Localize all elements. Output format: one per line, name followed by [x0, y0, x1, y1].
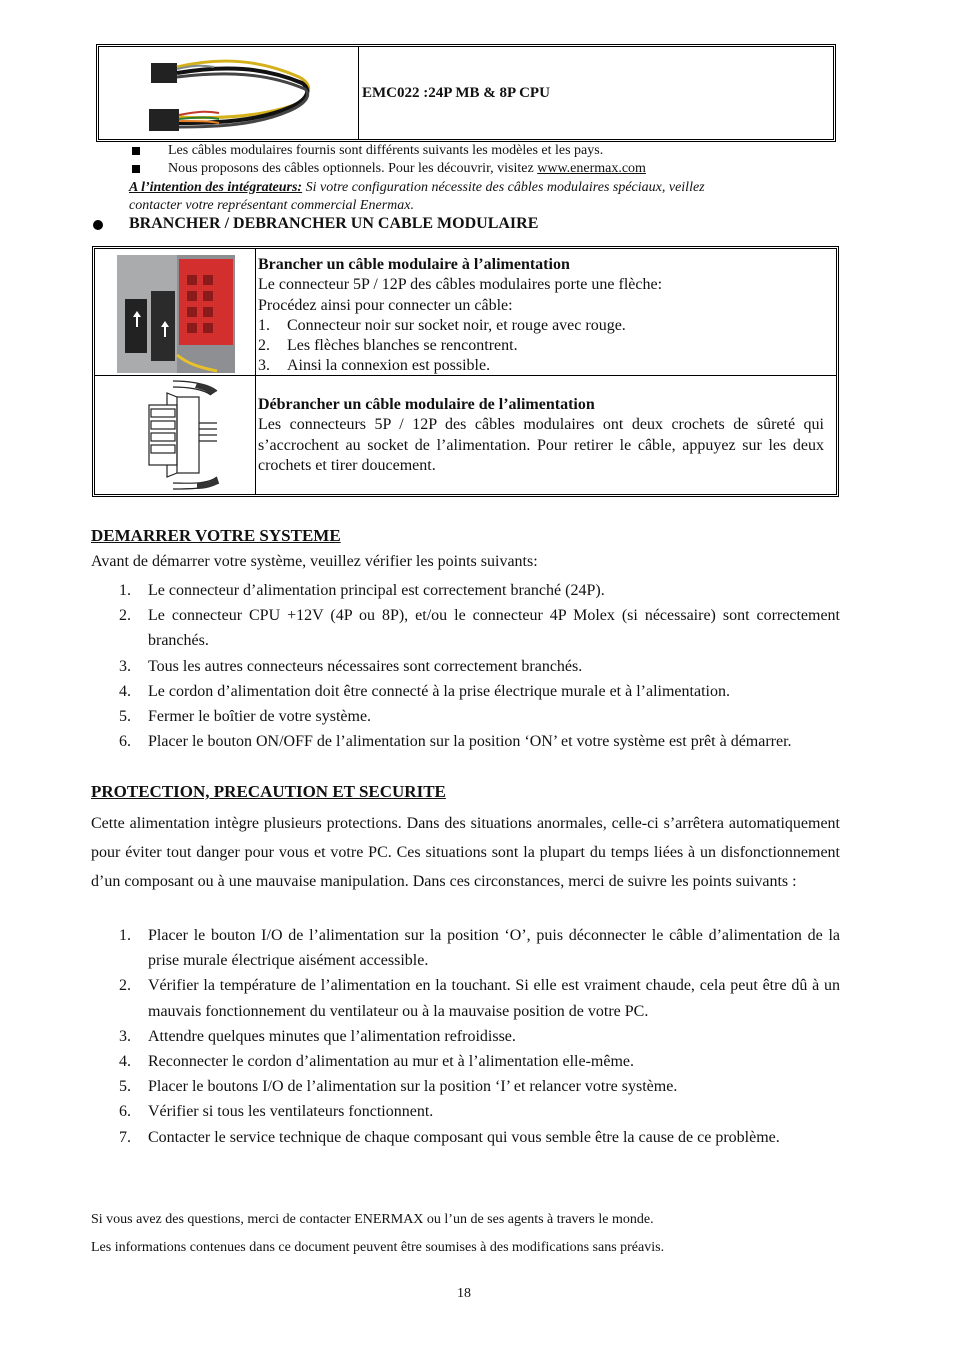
modular-cable-photo-icon	[99, 47, 359, 139]
cable-label-cell	[359, 47, 833, 139]
square-bullet-icon	[132, 165, 140, 173]
protection-steps	[91, 923, 840, 1150]
protection-intro: Cette alimentation intègre plusieurs protections. Dans des situations anormales, celle-ci s’arrêtera automatiquement pour éviter tout danger pour vous et votre PC. Ces situations sont la plupart du temps liées à un disfonctionnement d’un composant ou à une mauvaise manipulation. Dans ces circonstances, merci de suivre les points suivants :	[91, 815, 840, 890]
list-item: 7. Contacter le service technique de chaque composant qui vous semble être la cause de ce problème.	[119, 1128, 780, 1146]
connect-title: Brancher un câble modulaire à l’alimentation	[258, 256, 570, 273]
cable-table	[96, 44, 836, 142]
connect-table	[92, 246, 839, 497]
integrators-lead: A l’intention des intégrateurs:	[129, 180, 303, 195]
footer-contact: Si vous avez des questions, merci de contacter ENERMAX ou l’un de ses agents à travers le monde.	[91, 1212, 654, 1227]
list-item: 3. Ainsi la connexion est possible.	[258, 357, 491, 375]
cable-code-label: EMC022 :24P MB & 8P CPU	[362, 84, 550, 101]
list-item: 6. Placer le bouton ON/OFF de l’alimentation sur la position ‘ON’ et votre système est prêt à démarrer.	[119, 733, 792, 751]
footer-disclaimer: Les informations contenues dans ce document peuvent être soumises à des modifications sans préavis.	[91, 1240, 665, 1255]
square-bullet-icon	[132, 147, 140, 155]
list-item: 3. Attendre quelques minutes que l’alimentation refroidisse.	[119, 1027, 516, 1045]
page-number: 18	[457, 1286, 471, 1301]
start-checklist	[91, 578, 840, 754]
list-item: 5. Fermer le boîtier de votre système.	[119, 708, 372, 726]
list-item: 4. Reconnecter le cordon d’alimentation au mur et à l’alimentation elle-même.	[119, 1053, 635, 1071]
connect-steps	[258, 316, 824, 377]
integrators-note: A l’intention des intégrateurs: Si votre configuration nécessite des câbles modulaires spéciaux, veillez contacter votre représentant commercial Enermax.	[129, 180, 705, 213]
list-item: 2. Les flèches blanches se rencontrent.	[258, 337, 518, 355]
cable-image-cell	[99, 47, 359, 139]
list-item: 2. Le connecteur CPU +12V (4P ou 8P), et/ou le connecteur 4P Molex (si nécessaire) sont correctement branchés.	[119, 607, 840, 650]
list-item: 2. Vérifier la température de l’alimentation en la touchant. Si elle est vraiment chaude, cela peut être dû à un mauvais fonctionnement du ventilateur ou à la mauvaise position de votre PC.	[119, 977, 840, 1020]
disconnect-title: Débrancher un câble modulaire de l’alimentation	[258, 396, 595, 413]
connector-photo-cell	[117, 255, 235, 373]
round-bullet-icon	[93, 220, 103, 230]
list-item: 6. Vérifier si tous les ventilateurs fonctionnent.	[119, 1103, 434, 1121]
list-item: 3. Tous les autres connecteurs nécessaires sont correctement branchés.	[119, 657, 583, 675]
list-item: 1. Le connecteur d’alimentation principal est correctement branché (24P).	[119, 582, 605, 599]
protection-heading: PROTECTION, PRECAUTION ET SECURITE	[91, 782, 446, 801]
list-item: 1. Placer le bouton I/O de l’alimentation sur la position ‘O’, puis déconnecter le câble d’alimentation de la prise murale électrique aisément accessible.	[119, 927, 840, 970]
connector-hooks-diagram-icon	[137, 379, 223, 491]
list-item: 4. Le cordon d’alimentation doit être connecté à la prise électrique murale et à l’alimentation.	[119, 682, 730, 700]
connector-arrows-photo-icon	[117, 255, 235, 373]
connect-instructions: Brancher un câble modulaire à l’alimentation Le connecteur 5P / 12P des câbles modulaires porte une flèche: Procédez ainsi pour connecter un câble: 1. Connecteur noir sur socket noir, et rouge avec rouge. 2. Les flèches blanches se rencontrent. 3. Ainsi la connexion est possible.	[258, 255, 824, 377]
connector-diagram-cell	[137, 379, 223, 491]
list-item: 1. Connecteur noir sur socket noir, et rouge avec rouge.	[258, 316, 626, 334]
start-intro: Avant de démarrer votre système, veuillez vérifier les points suivants:	[91, 553, 538, 570]
disconnect-instructions: Débrancher un câble modulaire de l’alimentation Les connecteurs 5P / 12P des câbles modulaires ont deux crochets de sûreté qui s’accrochent au socket de l’alimentation. Pour retirer le câble, appuyez sur les deux crochets et tirer doucement.	[258, 396, 824, 474]
enermax-link[interactable]: www.enermax.com	[537, 161, 646, 176]
start-heading: DEMARRER VOTRE SYSTEME	[91, 526, 341, 545]
list-item: 5. Placer le boutons I/O de l’alimentation sur la position ‘I’ et relancer votre système.	[119, 1078, 678, 1096]
